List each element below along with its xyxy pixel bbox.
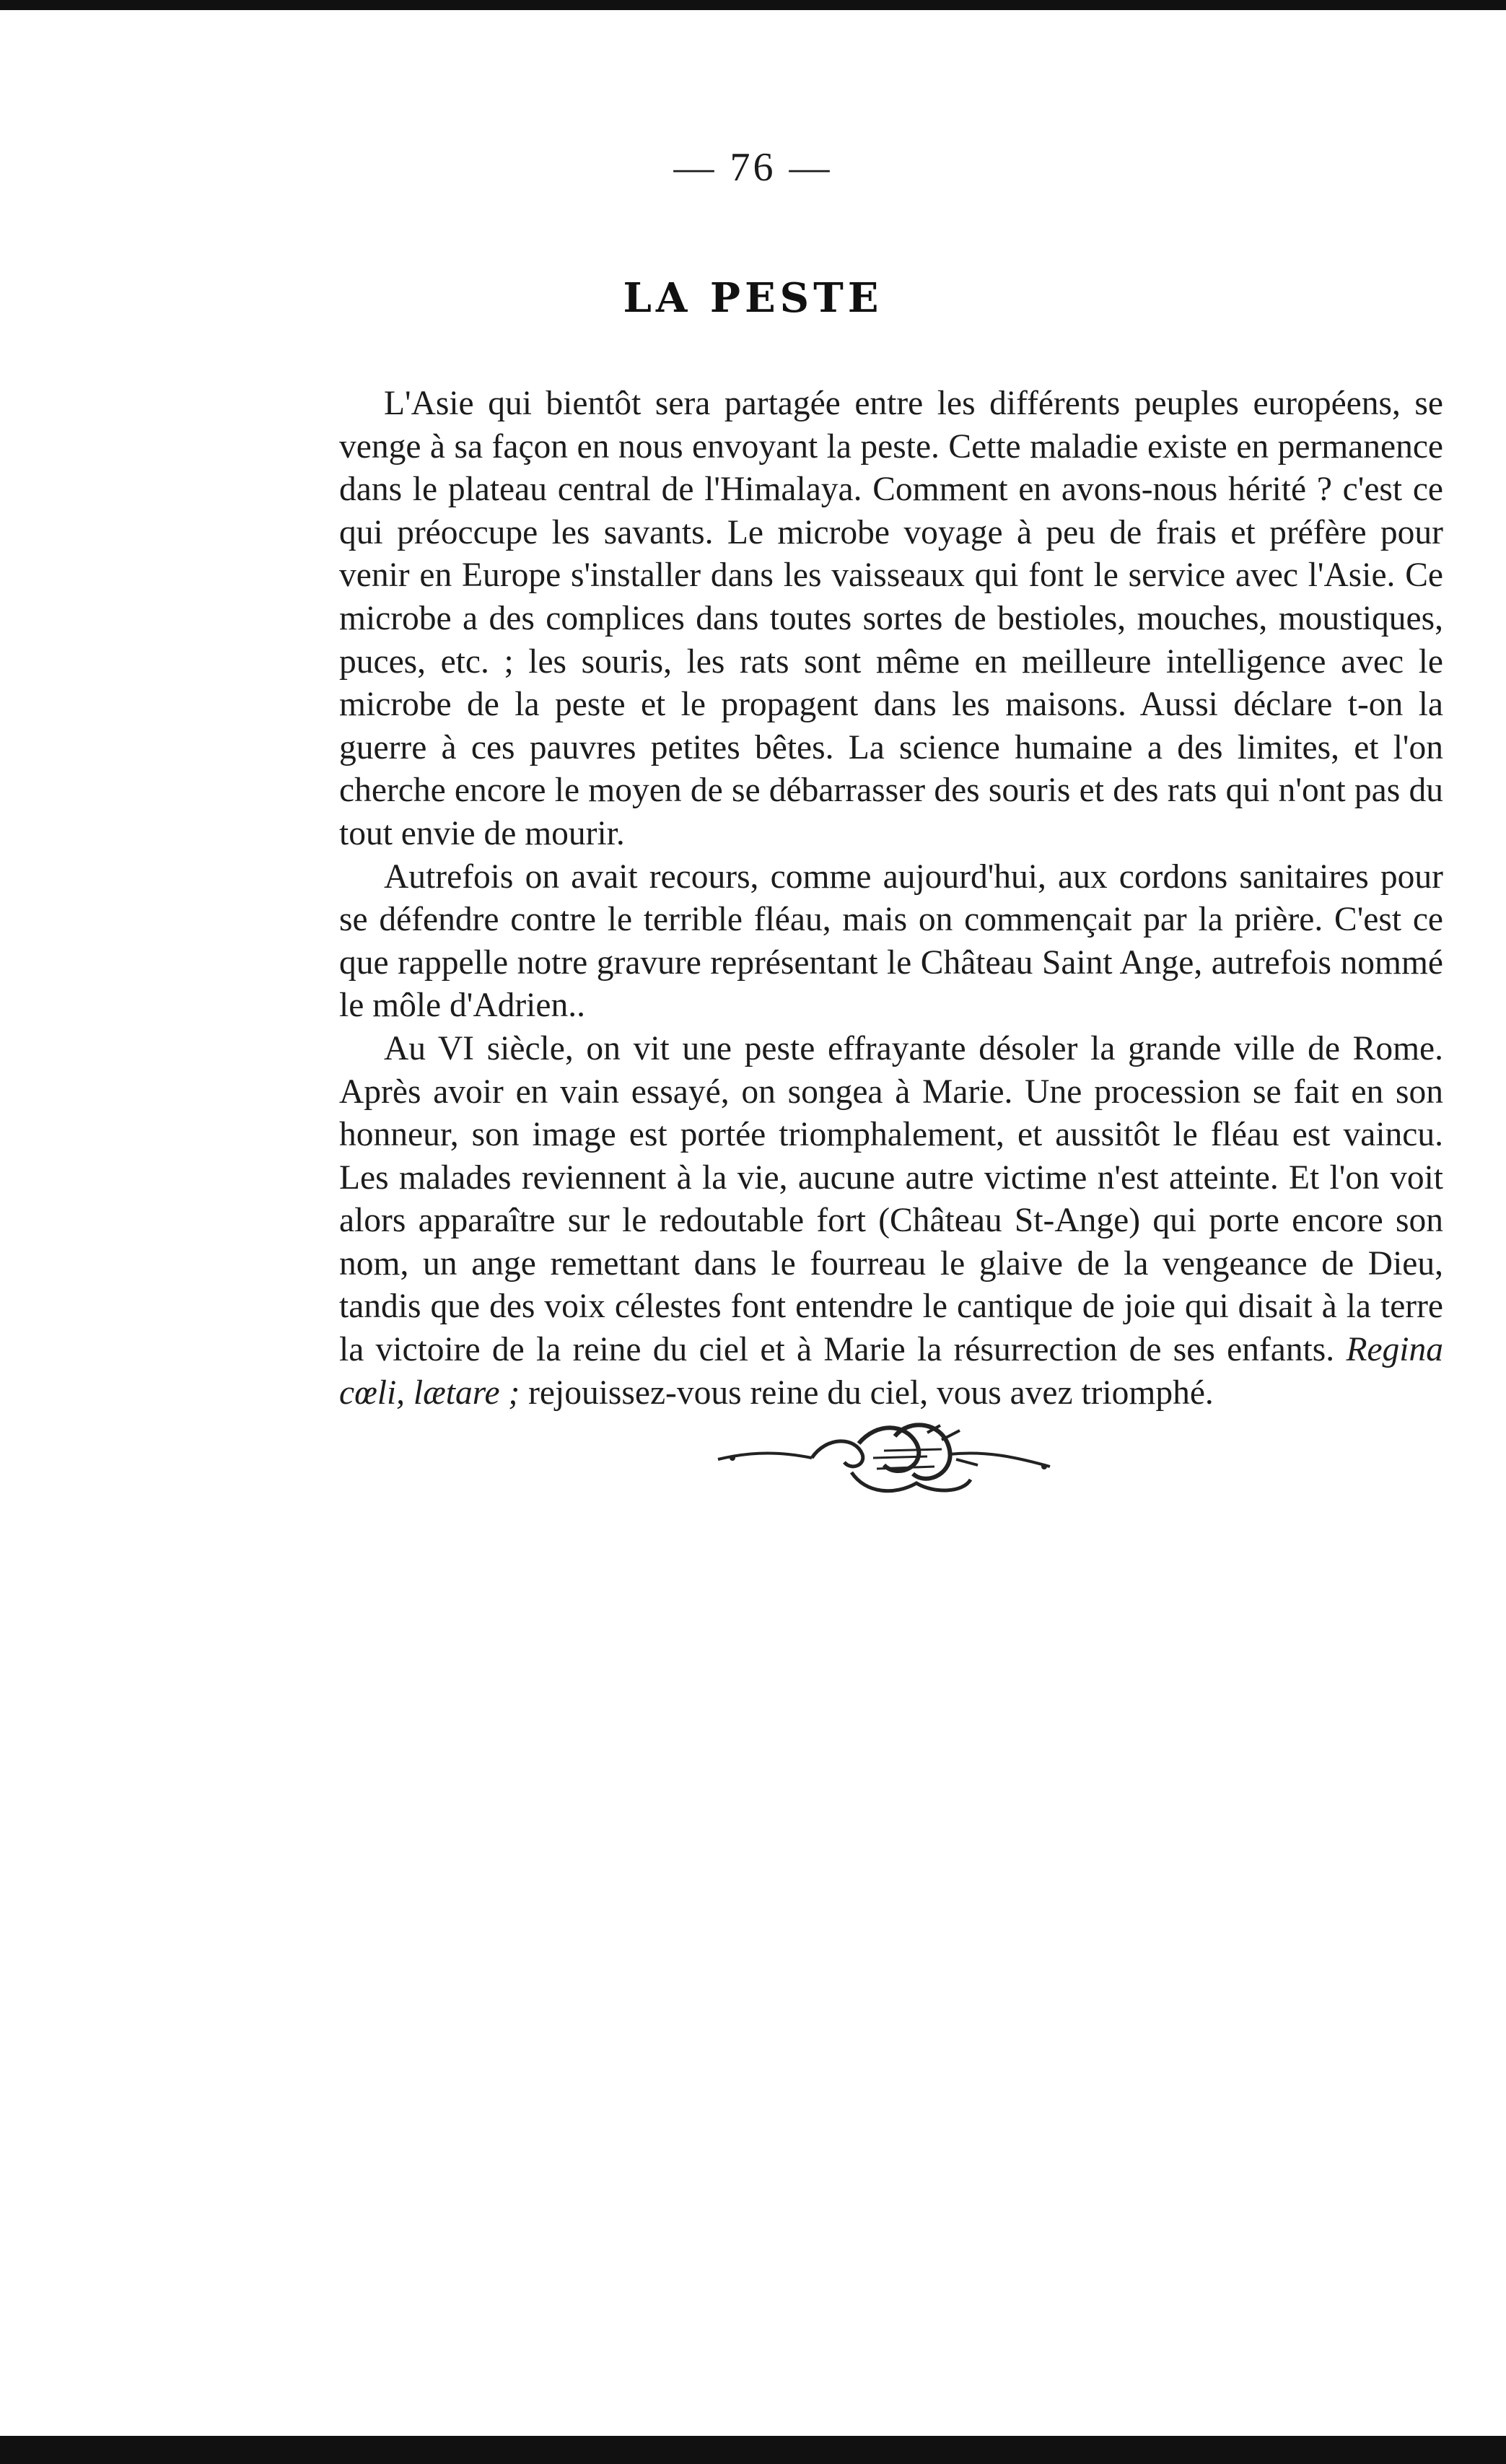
scan-edge-top bbox=[0, 0, 1506, 10]
page-title: LA PESTE bbox=[623, 274, 883, 322]
paragraph-3 bbox=[339, 1028, 1443, 1415]
scan-edge-bottom bbox=[0, 2436, 1506, 2464]
paragraph-3-ending: rejouissez-vous reine du ciel, vous avez triomphé. bbox=[528, 1373, 1214, 1412]
page-number: — 76 — bbox=[673, 145, 833, 190]
latin-quote: Regina cœli, lætare ; bbox=[339, 1331, 1443, 1412]
paragraph-3-text: Au VI siècle, on vit une peste effrayante désoler la grande ville de Rome. Après avoir en vain essayé, on songea à Marie. Une procession se fait en son honneur, son image est portée triomphalement, et aussitôt le fléau est vaincu. Les malades reviennent à la vie, aucune autre victime n'est atteinte. Et l'on voit alors apparaître sur le redoutable fort (Château St-Ange) qui porte encore son nom, un ange remettant dans le fourreau le glaive de la vengeance de Dieu, tandis que des voix célestes font entendre le cantique de joie qui disait à la terre la victoire de la reine du ciel et à Marie la résurrection de ses enfants. bbox=[339, 1029, 1443, 1369]
article-body bbox=[339, 383, 1443, 1415]
decorative-scroll-ornament-icon bbox=[711, 1415, 1064, 1501]
paragraph-1: L'Asie qui bientôt sera partagée entre les différents peuples européens, se venge à sa façon en nous envoyant la peste. Cette maladie existe en permanence dans le plateau central de l'Himalaya. Comment en avons-nous hérité ? c'est ce qui préoccupe les savants. Le microbe voyage à peu de frais et préfère pour venir en Europe s'installer dans les vaisseaux qui font le service avec l'Asie. Ce microbe a des complices dans toutes sortes de bestioles, mouches, moustiques, puces, etc. ; les souris, les rats sont même en meilleure intelligence avec le microbe de la peste et le propagent dans les maisons. Aussi déclare t-on la guerre à ces pauvres petites bêtes. La science humaine a des limites, et l'on cherche encore le moyen de se débarrasser des souris et des rats qui n'ont pas du tout envie de mourir. bbox=[339, 385, 1443, 852]
paragraph-2: Autrefois on avait recours, comme aujourd'hui, aux cordons sanitaires pour se défendre contre le terrible fléau, mais on commençait par la prière. C'est ce que rappelle notre gravure représentant le Château Saint Ange, autrefois nommé le môle d'Adrien.. bbox=[339, 857, 1443, 1025]
